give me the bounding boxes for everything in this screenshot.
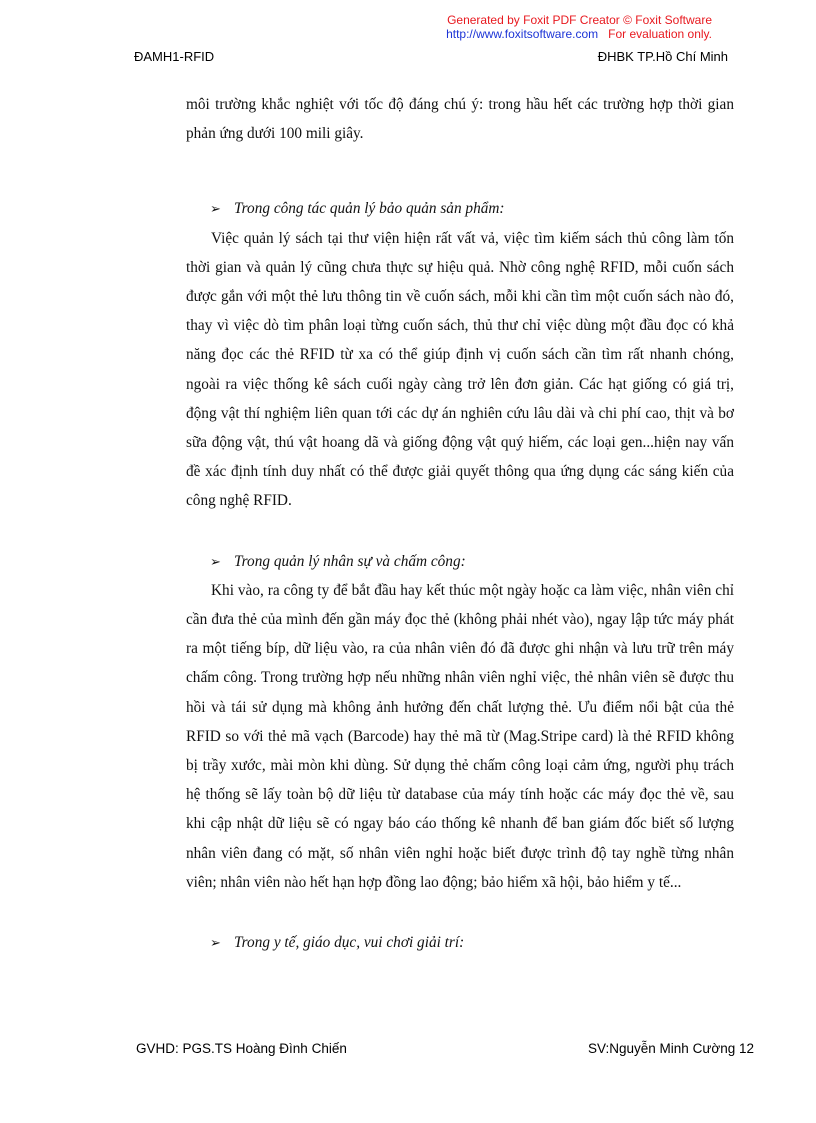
header-left: ĐAMH1-RFID [134, 49, 215, 64]
spacer [186, 897, 734, 928]
paragraph: Việc quản lý sách tại thư viện hiện rất vất vả, việc tìm kiếm sách thủ công làm tốn thời gian và quản lý cũng chưa thực sự hiệu quả. Nhờ công nghệ RFID, mỗi cuốn sách được gắn với một thẻ lưu thông tin về cuốn sách, mỗi khi cần tìm một cuốn sách nào đó, thay vì việc dò tìm phân loại từng cuốn sách, thủ thư chỉ việc dùng một đầu đọc có khả năng đọc các thẻ RFID từ xa có thể giúp định vị cuốn sách cần tìm rất nhanh chóng, ngoài ra việc thống kê sách cuối ngày càng trở lên đơn giản. Các hạt giống có giá trị, động vật thí nghiệm liên quan tới các dự án nghiên cứu lâu dài và chi phí cao, thịt và bơ sữa động vật, thú vật hoang dã và giống động vật quý hiếm, các loại gen...hiện nay vấn đề xác định tính duy nhất có thể được giải quyết thông qua ứng dụng các sáng kiến của công nghệ RFID. [186, 229, 734, 510]
watermark-link[interactable]: http://www.foxitsoftware.com [446, 27, 599, 41]
watermark-line [447, 13, 712, 27]
watermark-text: Generated by Foxit PDF Creator © Foxit Software [447, 13, 712, 27]
spacer [186, 516, 734, 547]
section-heading [186, 928, 734, 957]
spacer [186, 148, 734, 194]
watermark-url-line [446, 27, 712, 41]
section-heading-text: Trong quản lý nhân sự và chấm công: [234, 552, 466, 570]
arrow-bullet-icon: ➢ [210, 935, 221, 951]
footer-right: SV:Nguyễn Minh Cường 12 [588, 1041, 754, 1056]
footer-left: GVHD: PGS.TS Hoàng Đình Chiến [136, 1041, 347, 1056]
arrow-bullet-icon: ➢ [210, 553, 221, 569]
section-heading-text: Trong y tế, giáo dục, vui chơi giải trí: [234, 934, 465, 952]
arrow-bullet-icon: ➢ [210, 201, 221, 217]
section-heading-text: Trong công tác quản lý bảo quản sản phẩm: [234, 200, 505, 218]
page-body [186, 90, 734, 957]
header-right: ĐHBK TP.Hồ Chí Minh [597, 49, 728, 64]
paragraph: Khi vào, ra công ty để bắt đầu hay kết thúc một ngày hoặc ca làm việc, nhân viên chỉ cần đưa thẻ của mình đến gần máy đọc thẻ (không phải nhét vào), ngay lập tức máy phát ra một tiếng bíp, dữ liệu vào, ra của nhân viên đó đã được ghi nhận và lưu trữ trên máy chấm công. Trong trường hợp nếu những nhân viên nghỉ việc, thẻ nhân viên sẽ được thu hồi và tái sử dụng mà không ảnh hưởng đến chất lượng thẻ. Ưu điểm nổi bật của thẻ RFID so với thẻ mã vạch (Barcode) hay thẻ mã từ (Mag.Stripe card) là thẻ RFID không bị trầy xước, mài mòn khi dùng. Sử dụng thẻ chấm công loại cảm ứng, người phụ trách hệ thống sẽ lấy toàn bộ dữ liệu từ database của máy tính hoặc các máy đọc thẻ về, sau khi cập nhật dữ liệu sẽ có ngay báo cáo thống kê nhanh để ban giám đốc biết số lượng nhân viên đang có mặt, số nhân viên nghỉ hoặc biết được trình độ tay nghề từng nhân viên; nhân viên nào hết hạn hợp đồng lao động; bảo hiểm xã hội, bảo hiểm y tế... [186, 581, 734, 891]
paragraph: môi trường khắc nghiệt với tốc độ đáng chú ý: trong hầu hết các trường hợp thời gian phản ứng dưới 100 mili giây. [186, 96, 734, 143]
watermark-eval: For evaluation only. [608, 27, 712, 41]
section-heading [186, 194, 734, 223]
section-heading [186, 547, 734, 576]
